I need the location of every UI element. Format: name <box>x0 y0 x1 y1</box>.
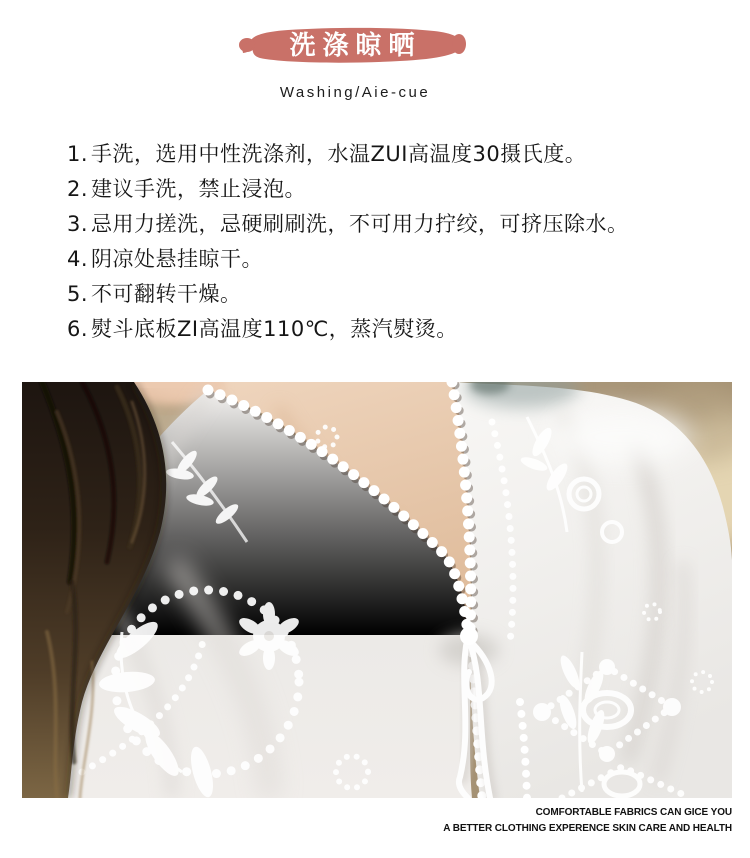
item-text: 不可翻转干燥。 <box>91 282 242 306</box>
care-instruction-item <box>67 314 629 349</box>
item-number: 5. <box>67 282 89 306</box>
photo-illustration <box>22 382 732 798</box>
section-subtitle: Washing/Aie-cue <box>279 84 431 101</box>
item-number: 1. <box>67 142 89 166</box>
care-instruction-item <box>67 244 629 279</box>
item-text: 阴凉处悬挂晾干。 <box>91 247 264 271</box>
footer-line-2: A BETTER CLOTHING EXPERENCE SKIN CARE AND HEALTH <box>443 822 732 834</box>
footer-slogan <box>332 805 732 836</box>
item-text: 建议手洗，禁止浸泡。 <box>91 177 307 201</box>
section-title: 洗涤晾晒 <box>289 30 422 60</box>
item-number: 4. <box>67 247 89 271</box>
care-instruction-item <box>67 174 629 209</box>
care-instruction-item <box>67 209 629 244</box>
care-instructions-list <box>67 139 629 349</box>
item-text: 忌用力搓洗，忌硬刷刷洗，不可用力拧绞，可挤压除水。 <box>91 212 629 236</box>
item-number: 6. <box>67 317 89 341</box>
section-badge <box>238 27 466 65</box>
item-text: 熨斗底板ZI高温度110℃，蒸汽熨烫。 <box>91 317 458 341</box>
item-number: 3. <box>67 212 89 236</box>
product-photo <box>22 382 732 798</box>
care-instruction-item <box>67 139 629 174</box>
footer-line-1: COMFORTABLE FABRICS CAN GICE YOU <box>535 807 732 818</box>
item-text: 手洗，选用中性洗涤剂，水温ZUI高温度30摄氏度。 <box>91 142 587 166</box>
item-number: 2. <box>67 177 89 201</box>
care-instruction-item <box>67 279 629 314</box>
